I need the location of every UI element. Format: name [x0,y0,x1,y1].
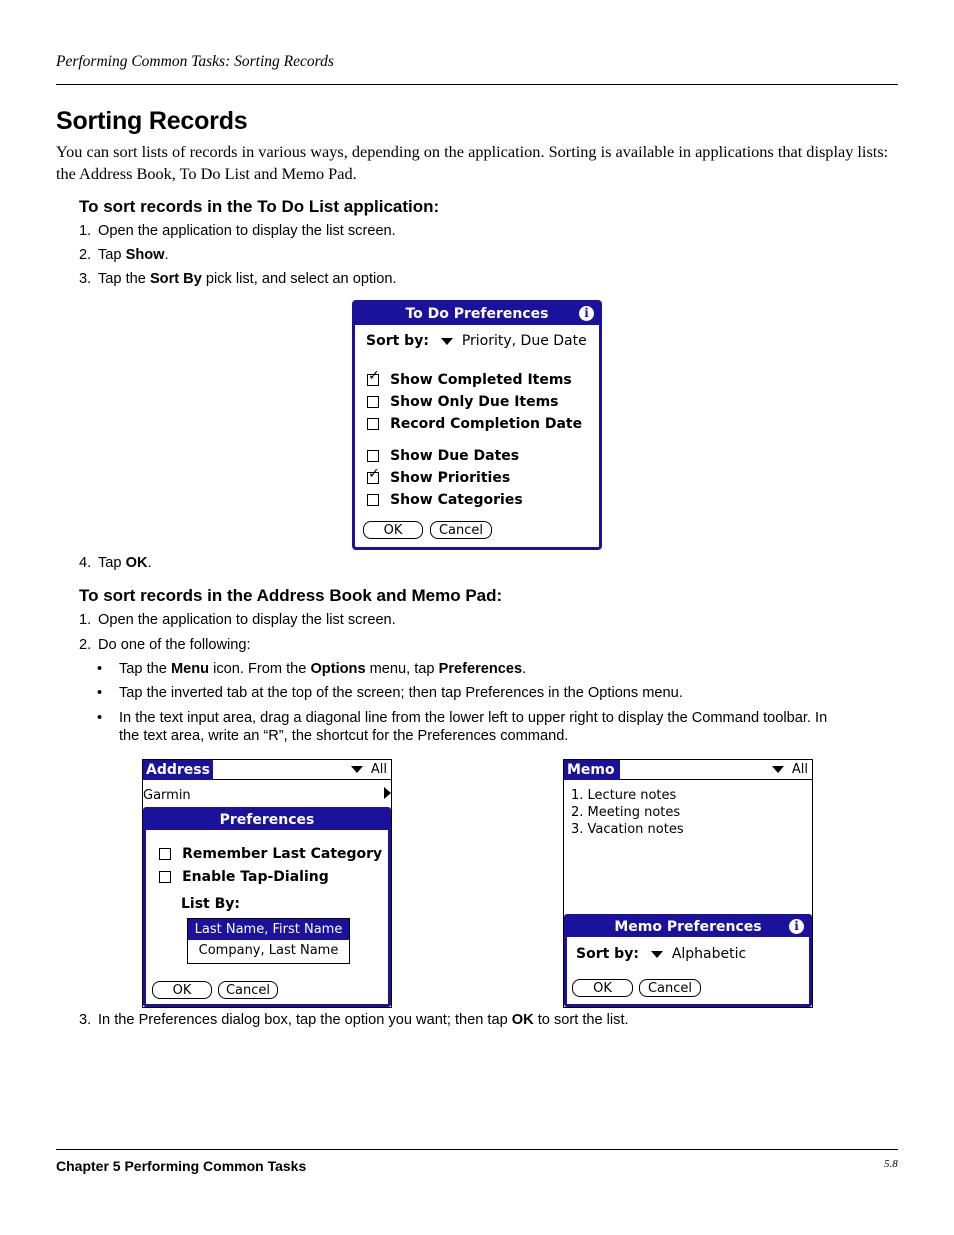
step-bold: Show [125,247,165,263]
step-text: Do one of the following: [98,637,251,653]
memo-screen [563,759,813,1008]
option-row[interactable] [367,467,510,486]
step-number: 2. [79,637,92,653]
todo-step-4 [79,555,152,571]
page-number: 5.8 [884,1158,898,1170]
option-row[interactable] [367,391,559,410]
address-step-1 [79,612,396,628]
ok-button[interactable]: OK [572,979,633,997]
address-step-2 [79,637,251,653]
sort-by-value[interactable]: Priority, Due Date [461,333,587,349]
checkbox-icon[interactable] [159,871,171,883]
info-icon[interactable]: i [579,306,594,321]
option-label: Show Due Dates [390,448,520,464]
step-number: 3. [79,1012,92,1028]
memo-tab[interactable]: Memo [564,760,620,780]
checkbox-icon[interactable] [367,396,379,408]
text-part: menu, tap [365,661,439,677]
step-bold: Sort By [149,271,202,287]
running-header: Performing Common Tasks: Sorting Records [56,53,334,70]
todo-step-1 [79,223,396,239]
checkbox-icon[interactable] [367,450,379,462]
sort-by-label: Sort by: [576,946,639,962]
option-row[interactable] [159,866,329,885]
dialog-title: To Do Preferences [405,306,549,322]
step-text: Tap the [98,271,150,287]
option-row[interactable] [367,413,582,432]
step-number: 2. [79,247,92,263]
step-text: Tap [98,247,126,263]
step-text: Open the application to display the list screen. [98,612,396,628]
step-number: 1. [79,612,92,628]
cancel-button[interactable]: Cancel [218,981,278,999]
header-rule [56,84,898,85]
bullet-text-line-1: In the text input area, drag a diagonal line from the lower left to upper right to display the Command toolbar. In [119,710,828,726]
ok-button[interactable]: OK [152,981,212,999]
todo-step-2 [79,247,169,263]
memo-item[interactable]: 3. Vacation notes [571,822,684,837]
text-part: icon. From the [209,661,311,677]
footer-chapter: Chapter 5 Performing Common Tasks [56,1158,307,1174]
step-text: In the Preferences dialog box, tap the option you want; then tap [98,1012,512,1028]
bullet-icon: • [97,710,103,726]
sort-by-row [576,946,746,962]
bullet-text [119,661,526,677]
option-label: Show Categories [390,492,523,508]
memo-item[interactable]: 1. Lecture notes [571,788,677,803]
checkbox-icon[interactable] [159,848,171,860]
option-label: Show Priorities [390,470,511,486]
option-label: Remember Last Category [182,846,383,862]
todo-step-3 [79,271,397,287]
sort-by-value[interactable]: Alphabetic [671,946,747,962]
step-number: 4. [79,555,92,571]
dialog-title-bar [355,303,599,325]
step-number: 3. [79,271,92,287]
scroll-arrow-icon[interactable] [384,787,391,799]
sort-by-label: Sort by: [366,333,429,349]
option-row[interactable] [367,489,523,508]
step-text: Tap [98,555,126,571]
step-text: Open the application to display the list screen. [98,223,396,239]
list-item[interactable]: Garmin [143,788,191,803]
category-value[interactable]: All [791,762,808,777]
option-label: Record Completion Date [390,416,583,432]
address-tab[interactable]: Address [143,760,213,780]
bullet-text: Tap the inverted tab at the top of the screen; then tap Preferences in the Options menu. [119,685,683,701]
memo-preferences-dialog [564,914,812,1007]
text-part: Tap the [119,661,171,677]
ok-button[interactable]: OK [363,521,423,539]
bullet-icon: • [97,685,103,701]
option-label: Enable Tap-Dialing [182,869,329,885]
dropdown-triangle-icon[interactable] [441,338,453,345]
category-value[interactable]: All [370,762,387,777]
page-title: Sorting Records [56,107,248,135]
address-memo-heading: To sort records in the Address Book and Memo Pad: [79,586,503,605]
dialog-title: Memo Preferences [614,919,762,935]
dialog-title-bar [567,917,809,937]
option-row[interactable] [159,843,382,862]
category-picker[interactable] [772,762,808,777]
step-number: 1. [79,223,92,239]
step-bold: OK [125,555,148,571]
text-bold: Options [310,661,366,677]
cancel-button[interactable]: Cancel [430,521,492,539]
step-bold: OK [511,1012,534,1028]
sort-by-row [366,333,587,349]
step-text: pick list, and select an option. [201,271,397,287]
bullet-text-line-2: the text area, write an “R”, the shortcut for the Preferences command. [119,728,569,744]
memo-list [571,787,684,838]
step-text: . [147,555,152,571]
todo-heading: To sort records in the To Do List application: [79,197,440,216]
list-by-option[interactable]: Company, Last Name [198,943,339,958]
text-bold: Preferences [438,661,523,677]
option-label: Show Only Due Items [390,394,559,410]
option-row[interactable] [367,369,572,388]
title-underline [213,779,391,780]
checkbox-icon[interactable] [367,418,379,430]
address-screen [142,759,392,1008]
dropdown-triangle-icon[interactable] [772,766,784,773]
dialog-title: Preferences [146,810,388,830]
todo-preferences-dialog [352,300,602,550]
memo-item[interactable]: 2. Meeting notes [571,805,681,820]
text-part: . [522,661,527,677]
text-bold: Menu [170,661,210,677]
dropdown-triangle-icon[interactable] [651,951,663,958]
preferences-dialog [143,807,391,1007]
info-icon[interactable]: i [789,919,804,934]
bullet-icon: • [97,661,103,677]
address-step-3 [79,1012,629,1028]
checkbox-icon[interactable] [367,494,379,506]
list-by-option-selected[interactable]: Last Name, First Name [188,919,349,940]
cancel-button[interactable]: Cancel [639,979,701,997]
footer-rule [56,1149,898,1150]
intro-paragraph: You can sort lists of records in various ways, depending on the application. Sorting is available in applications that display lists: the Address Book, To Do List and Memo Pad. [56,142,889,183]
category-picker[interactable] [351,762,387,777]
list-by-label: List By: [181,896,241,912]
step-text: . [164,247,169,263]
step-text: to sort the list. [533,1012,629,1028]
option-label: Show Completed Items [390,372,572,388]
checkbox-checked-icon[interactable] [367,472,379,484]
option-row[interactable] [367,445,519,464]
list-by-options [187,918,350,964]
dropdown-triangle-icon[interactable] [351,766,363,773]
checkbox-checked-icon[interactable] [367,374,379,386]
title-underline [620,779,812,780]
